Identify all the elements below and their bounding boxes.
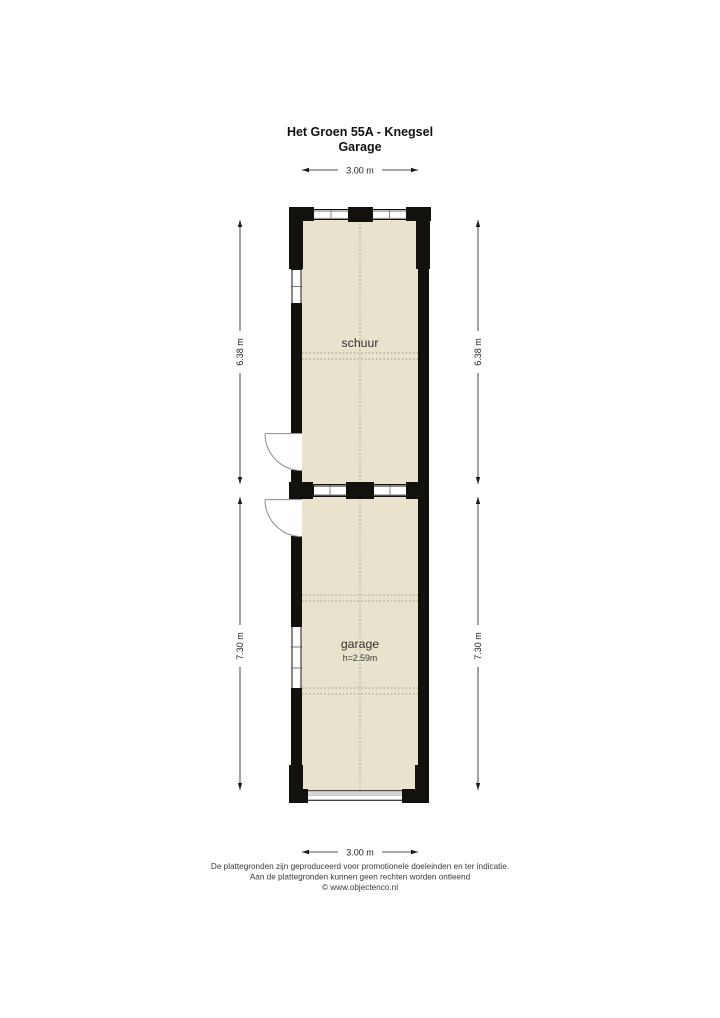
footer-line1: De plattegronden zijn geproduceerd voor promotionele doeleinden en ter indicatie. — [210, 862, 510, 871]
window-midwall-left — [314, 486, 346, 496]
dim-right-garage-label: 7.30 m — [473, 632, 483, 660]
dim-right-schuur-label: 6.38 m — [473, 338, 483, 366]
dimension-bottom — [302, 848, 418, 858]
door-schuur — [265, 433, 302, 471]
window-top-left — [314, 210, 348, 219]
dim-left-garage-label: 7.30 m — [235, 632, 245, 660]
window-left-garage — [292, 627, 302, 688]
dim-bottom-label: 3.00 m — [346, 847, 374, 858]
title-line1: Het Groen 55A - Knegsel — [286, 125, 434, 139]
footer-line2: Aan de plattegronden kunnen geen rechten worden ontleend — [249, 872, 471, 882]
dimension-left-schuur — [235, 220, 245, 484]
room-garage-label: garage — [340, 637, 380, 651]
window-top-right — [373, 210, 406, 219]
dim-left-schuur-label: 6.38 m — [235, 338, 245, 366]
footer-disclaimer — [211, 862, 509, 892]
footer-line3: © www.objectenco.nl — [321, 883, 399, 892]
garage-door — [308, 791, 402, 801]
door-garage — [265, 499, 302, 537]
room-garage-height: h=2.59m — [342, 653, 378, 663]
dimension-right-garage — [473, 497, 483, 790]
dimension-right-schuur — [473, 220, 483, 484]
room-schuur-label: schuur — [341, 336, 379, 350]
dimension-top — [302, 166, 418, 176]
room-garage — [341, 637, 379, 663]
title-line2: Garage — [338, 140, 382, 154]
dim-top-label: 3.00 m — [346, 165, 374, 176]
room-schuur — [342, 336, 379, 350]
dimension-left-garage — [235, 497, 245, 790]
window-left-schuur — [292, 270, 302, 303]
plan-title — [287, 125, 433, 154]
window-midwall-right — [374, 486, 406, 496]
